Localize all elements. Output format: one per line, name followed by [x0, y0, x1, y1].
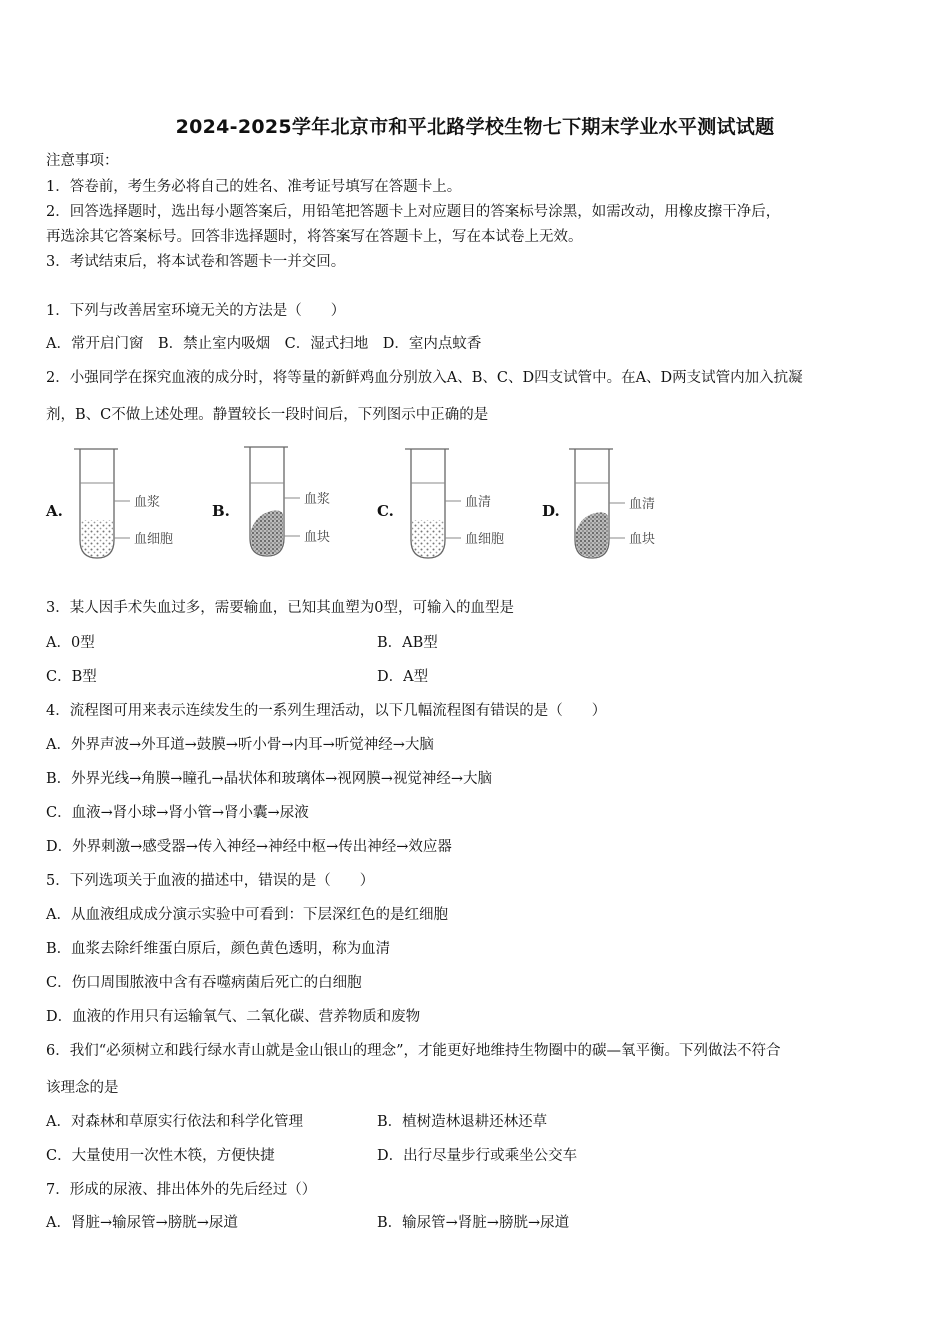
- q4-option-c: C．血液→肾小球→肾小管→肾小囊→尿液: [46, 805, 309, 821]
- q6-option-a: A．对森林和草原实行依法和科学化管理: [46, 1114, 303, 1130]
- q1-options: A．常开启门窗 B．禁止室内吸烟 C．湿式扫地 D．室内点蚊香: [46, 336, 482, 352]
- q4-stem: 4．流程图可用来表示连续发生的一系列生理活动，以下几幅流程图有错误的是（ ）: [46, 703, 607, 719]
- q6-option-c: C．大量使用一次性木筷，方便快捷: [46, 1148, 275, 1164]
- tube-b: [244, 447, 330, 556]
- q4-option-b: B．外界光线→角膜→瞳孔→晶状体和玻璃体→视网膜→视觉神经→大脑: [46, 771, 493, 787]
- q6-option-d: D．出行尽量步行或乘坐公交车: [377, 1148, 578, 1164]
- q2-stem-line1: 2．小强同学在探究血液的成分时，将等量的新鲜鸡血分别放入A、B、C、D四支试管中。在A、D两支试管内加入抗凝: [46, 370, 803, 386]
- tube-d-label: D.: [542, 502, 560, 520]
- q1-stem: 1．下列与改善居室环境无关的方法是（ ）: [46, 303, 346, 319]
- q7-stem: 7．形成的尿液、排出体外的先后经过（）: [46, 1182, 317, 1198]
- tube-b-label: B.: [212, 502, 230, 520]
- q7-option-a: A．肾脏→输尿管→膀胱→尿道: [46, 1215, 238, 1231]
- q5-option-c: C．伤口周围脓液中含有吞噬病菌后死亡的白细胞: [46, 975, 362, 991]
- tube-a: [74, 449, 173, 558]
- notice-item-3: 3．考试结束后，将本试卷和答题卡一并交回。: [46, 254, 346, 270]
- tube-d-bottom-text: 血块: [629, 532, 656, 547]
- tube-a-label: A.: [46, 502, 63, 520]
- q2-stem-line2: 剂，B、C不做上述处理。静置较长一段时间后，下列图示中正确的是: [46, 407, 489, 423]
- tube-d: [569, 449, 655, 558]
- tube-d-top-text: 血清: [629, 497, 656, 512]
- tube-c-top-text: 血清: [465, 495, 492, 510]
- page-title: 2024-2025学年北京市和平北路学校生物七下期末学业水平测试试题: [175, 116, 775, 138]
- test-tubes-figure: [0, 440, 950, 570]
- notice-heading: 注意事项：: [46, 153, 119, 169]
- notice-item-1: 1．答卷前，考生务必将自己的姓名、准考证号填写在答题卡上。: [46, 179, 462, 195]
- q5-option-a: A．从血液组成成分演示实验中可看到：下层深红色的是红细胞: [46, 907, 448, 923]
- q3-option-a: A．0型: [46, 635, 95, 651]
- tube-b-top-text: 血浆: [304, 492, 331, 507]
- tube-a-bottom-text: 血细胞: [134, 532, 174, 547]
- q3-option-b: B．AB型: [377, 635, 438, 651]
- q6-option-b: B．植树造林退耕还林还草: [377, 1114, 548, 1130]
- tube-c: [405, 449, 504, 558]
- q4-option-d: D．外界刺激→感受器→传入神经→神经中枢→传出神经→效应器: [46, 839, 452, 855]
- q3-option-c: C．B型: [46, 669, 97, 685]
- tube-b-bottom-text: 血块: [304, 530, 331, 545]
- q3-stem: 3．某人因手术失血过多，需要输血，已知其血塑为0型，可输入的血型是: [46, 600, 514, 616]
- q5-option-b: B．血浆去除纤维蛋白原后，颜色黄色透明，称为血清: [46, 941, 391, 957]
- q5-option-d: D．血液的作用只有运输氧气、二氧化碳、营养物质和废物: [46, 1009, 421, 1025]
- tube-c-label: C.: [377, 502, 394, 520]
- tube-a-top-text: 血浆: [134, 495, 161, 510]
- q3-option-d: D．A型: [377, 669, 429, 685]
- q6-stem-line1: 6．我们“必须树立和践行绿水青山就是金山银山的理念”，才能更好地维持生物圈中的碳—氧平衡。下列做法不符合: [46, 1043, 781, 1059]
- q7-option-b: B．输尿管→肾脏→膀胱→尿道: [377, 1215, 570, 1231]
- notice-item-2: 2．回答选择题时，选出每小题答案后，用铅笔把答题卡上对应题目的答案标号涂黑，如需改动，用橡皮擦干净后，: [46, 204, 781, 220]
- q4-option-a: A．外界声波→外耳道→鼓膜→听小骨→内耳→听觉神经→大脑: [46, 737, 434, 753]
- tube-c-bottom-text: 血细胞: [465, 532, 505, 547]
- notice-item-2-cont: 再选涂其它答案标号。回答非选择题时，将答案写在答题卡上，写在本试卷上无效。: [46, 229, 583, 245]
- q5-stem: 5．下列选项关于血液的描述中，错误的是（ ）: [46, 873, 375, 889]
- q6-stem-line2: 该理念的是: [46, 1080, 119, 1096]
